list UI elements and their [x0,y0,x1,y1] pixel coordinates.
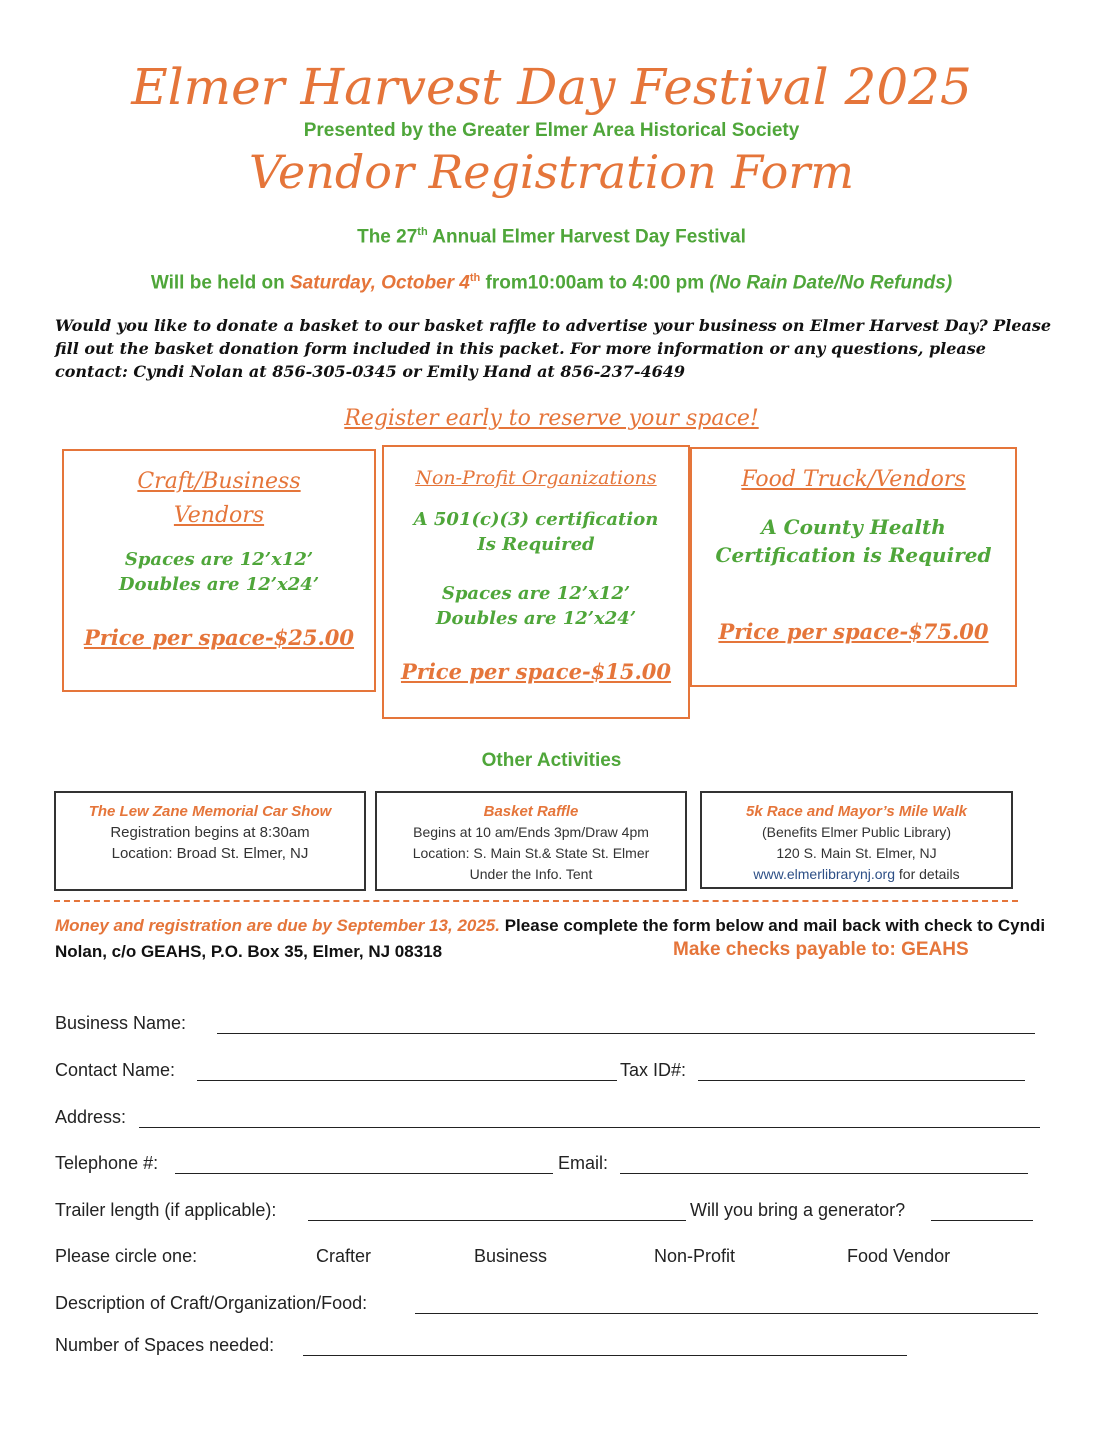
payment-due: Money and registration are due by September 13, 2025. [55,916,500,935]
race-address: 120 S. Main St. Elmer, NJ [776,845,937,861]
food-health-1: A County Health [761,515,946,539]
car-show-location: Location: Broad St. Elmer, NJ [111,845,309,862]
nonprofit-heading: Non-Profit Organizations [415,467,657,489]
craft-heading-1: Craft/Business [137,469,301,494]
description-row [55,1293,1045,1321]
tax-id-field[interactable] [698,1080,1025,1081]
held-note: (No Rain Date/No Refunds) [709,272,953,294]
craft-price: Price per space-$25.00 [83,625,355,650]
description-field[interactable] [415,1313,1038,1314]
trailer-length-field[interactable] [308,1220,686,1221]
circle-one-label: Please circle one: [55,1246,198,1266]
basket-raffle-times: Begins at 10 am/Ends 3pm/Draw 4pm [413,824,649,840]
contact-name-field[interactable] [197,1080,617,1081]
telephone-email-row [55,1153,1045,1181]
nonprofit-price: Price per space-$15.00 [400,659,672,684]
checks-payable: Make checks payable to: GEAHS [673,939,969,960]
email-field[interactable] [620,1173,1028,1174]
spaces-needed-label: Number of Spaces needed: [55,1335,275,1355]
contact-row [55,1060,1045,1088]
race-benefits: (Benefits Elmer Public Library) [761,824,952,840]
spaces-needed-field[interactable] [303,1355,907,1356]
business-name-field[interactable] [217,1033,1035,1034]
basket-raffle-tent: Under the Info. Tent [469,866,593,882]
option-crafter[interactable]: Crafter [316,1246,372,1266]
option-food-vendor[interactable]: Food Vendor [847,1246,951,1266]
craft-heading-2: Vendors [173,503,265,528]
car-show-box [54,791,366,891]
festival-title: Elmer Harvest Day Festival 2025 [131,58,972,116]
food-price: Price per space-$75.00 [718,619,989,644]
race-box [700,791,1013,889]
address-label: Address: [55,1107,127,1127]
held-date: Saturday, October 4 [290,272,470,294]
held-time: from10:00am to 4:00 pm [480,272,710,294]
trailer-length-label: Trailer length (if applicable): [55,1200,277,1220]
food-health-2: Certification is Required [715,543,992,567]
presented-by: Presented by the Greater Elmer Area Historical Society [303,120,800,141]
generator-label: Will you bring a generator? [690,1200,906,1220]
food-truck-vendor-box [690,447,1017,687]
annual-festival-line [0,226,1103,248]
email-label: Email: [558,1153,609,1173]
race-details-line [702,864,1011,885]
business-name-label: Business Name: [55,1013,187,1033]
nonprofit-cert: A 501(c)(3) certification [413,509,659,530]
nonprofit-doubles: Doubles are 12’x24’ [435,608,637,629]
telephone-field[interactable] [175,1173,553,1174]
generator-field[interactable] [931,1220,1033,1221]
nonprofit-required: Is Required [477,534,595,555]
other-activities-title: Other Activities [481,750,622,771]
tax-id-label: Tax ID#: [620,1060,687,1080]
annual-sup: th [417,226,428,238]
race-details-suffix: for details [895,866,960,882]
circle-one-row [55,1246,1045,1274]
option-non-profit[interactable]: Non-Profit [654,1246,736,1266]
annual-pre: The 27 [357,226,418,248]
non-profit-vendor-box [382,445,690,719]
annual-post: Annual Elmer Harvest Day Festival [427,226,746,248]
library-link[interactable]: www.elmerlibrarynj.org [753,866,895,882]
held-date-sup: th [469,272,481,284]
telephone-label: Telephone #: [55,1153,159,1173]
register-early-banner: Register early to reserve your space! [344,406,759,431]
basket-raffle-box [375,791,687,891]
held-pre: Will be held on [150,272,290,294]
nonprofit-spaces: Spaces are 12’x12’ [441,583,631,604]
payment-mail-instructions: Please complete the form below and mail back with check to Cyndi Nolan, c/o GEAHS, P.O. Box 35, Elmer, NJ 08318 [55,916,1046,961]
basket-raffle-message: Would you like to donate a basket to our basket raffle to advertise your business on Elmer Harvest Day? Please fill out the basket donation form included in this packet. For more information or any questions, please contact: Cyndi Nolan at 856-305-0345 or Emily Hand at 856-237-4649 [55,316,1052,381]
car-show-registration: Registration begins at 8:30am [110,824,310,841]
trailer-generator-row [55,1200,1045,1228]
basket-raffle-location: Location: S. Main St.& State St. Elmer [412,845,650,861]
spaces-needed-row [55,1335,1045,1363]
craft-business-vendor-box [62,449,376,692]
business-name-row [55,1013,1045,1041]
craft-doubles: Doubles are 12’x24’ [118,574,320,595]
contact-name-label: Contact Name: [55,1060,176,1080]
race-heading: 5k Race and Mayor’s Mile Walk [746,803,967,820]
basket-raffle-heading: Basket Raffle [483,803,579,820]
address-row [55,1107,1045,1135]
craft-spaces: Spaces are 12’x12’ [124,549,314,570]
car-show-heading: The Lew Zane Memorial Car Show [88,803,332,820]
option-business[interactable]: Business [474,1246,548,1266]
held-on-line [0,272,1103,294]
dashed-divider [54,900,1018,902]
form-title: Vendor Registration Form [249,145,854,199]
address-field[interactable] [139,1127,1040,1128]
food-heading: Food Truck/Vendors [741,467,966,492]
description-label: Description of Craft/Organization/Food: [55,1293,368,1313]
